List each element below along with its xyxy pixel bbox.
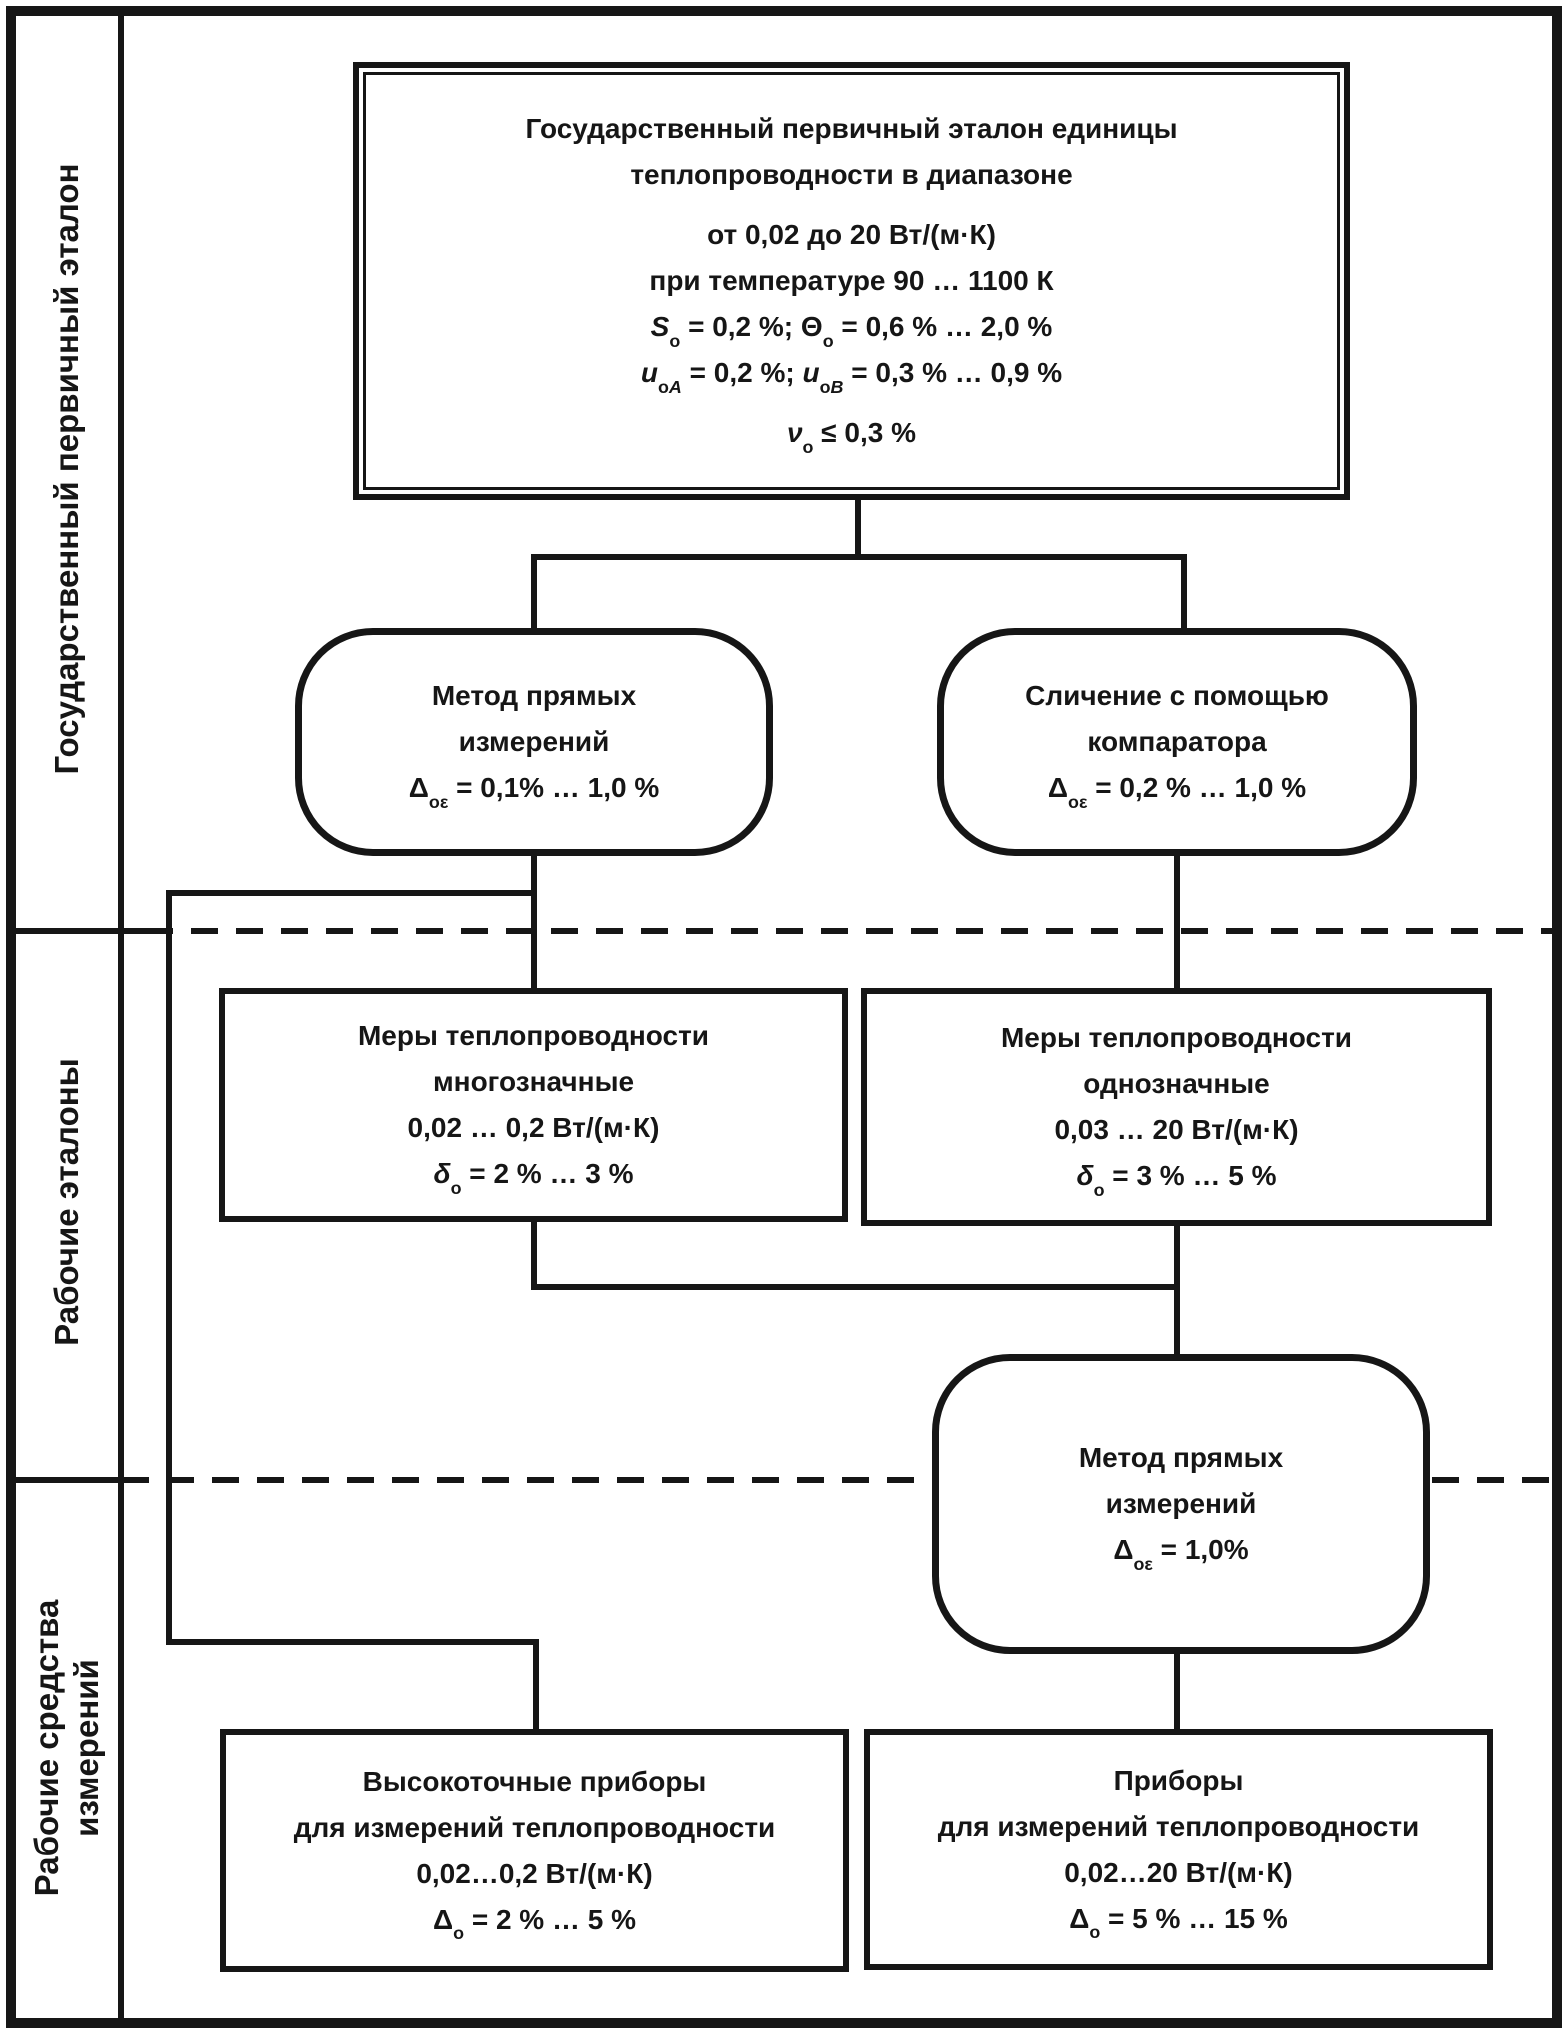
working-standard-multivalued-box — [219, 988, 848, 1222]
connector-to-direct-mid — [1174, 1218, 1180, 1358]
connector-mid-bar — [531, 1284, 1180, 1290]
connector-split-left-drop — [531, 554, 537, 628]
sidebar-label-text-line1: Рабочие средства — [28, 1599, 65, 1897]
connector-multivalued-drop — [531, 1218, 537, 1290]
connector-comparator-to-singlevalued — [1174, 850, 1180, 992]
instrument-general-formula: $\Delta_о = 5$ % … 15 % — [1069, 1902, 1288, 1943]
instrument-precision-formula: $\Delta_о = 2$ % … 5 % — [432, 1903, 637, 1944]
primary-title-line2: теплопроводности в диапазоне — [630, 159, 1073, 190]
ws-multivalued-range: 0,02 … 0,2 Вт/(м·К) — [407, 1112, 660, 1143]
method-direct-mid-box — [932, 1354, 1430, 1654]
primary-range: от 0,02 до 20 Вт/(м·К) — [707, 219, 996, 250]
sidebar-label-working-instruments — [27, 1398, 107, 2034]
connector-split-right-drop — [1181, 554, 1187, 628]
method-direct-mid-title-line2: измерений — [1105, 1488, 1257, 1519]
ws-multivalued-title-line2: многозначные — [432, 1066, 635, 1097]
primary-title-line1: Государственный первичный эталон единицы — [525, 113, 1178, 144]
primary-standard-box-inner — [363, 72, 1340, 490]
connector-bypass-top-elbow — [166, 890, 537, 896]
section-divider-2-dashed-right — [1432, 1477, 1554, 1483]
primary-standard-box — [353, 62, 1350, 500]
primary-formula-u: $u_{оA} = 0,2$ %; $u_{оB} = 0,3$ % … 0,9 % — [640, 357, 1063, 397]
method-direct-top-formula: $\Delta_{о\varepsilon} = 0,1\%$ … 1,0 % — [408, 772, 660, 812]
connector-primary-stub — [855, 498, 861, 560]
ws-singlevalued-title-line1: Меры теплопроводности — [1000, 1022, 1353, 1053]
working-standard-singlevalued-box — [861, 988, 1492, 1226]
instrument-general-box — [864, 1729, 1493, 1970]
instrument-general-range: 0,02…20 Вт/(м·К) — [1064, 1856, 1293, 1888]
instrument-precision-title-line2: для измерений теплопроводности — [293, 1811, 776, 1843]
connector-split-bar — [531, 554, 1187, 560]
method-direct-mid-title-line1: Метод прямых — [1078, 1442, 1284, 1473]
primary-formula-nu: $\nu_о \le 0,3$ % — [786, 417, 917, 457]
connector-direct-to-multivalued — [531, 850, 537, 990]
instrument-precision-title-line1: Высокоточные приборы — [362, 1765, 707, 1797]
connector-direct-mid-to-general-box — [1174, 1650, 1180, 1734]
sidebar-label-primary-standard — [47, 119, 87, 819]
sidebar-label-text: Рабочие эталоны — [48, 1058, 85, 1346]
instrument-precision-box — [220, 1729, 849, 1972]
section-divider-2-dashed-left — [122, 1477, 932, 1483]
ws-multivalued-title-line1: Меры теплопроводности — [357, 1020, 710, 1051]
primary-temperature: при температуре 90 … 1100 К — [649, 265, 1054, 296]
method-direct-top-title-line1: Метод прямых — [431, 680, 637, 711]
method-comparator-title-line1: Сличение с помощью — [1025, 680, 1329, 711]
sidebar-divider-line — [118, 8, 124, 2026]
instrument-general-title-line1: Приборы — [1113, 1764, 1244, 1796]
method-direct-top-title-line2: измерений — [458, 726, 610, 757]
instrument-precision-range: 0,02…0,2 Вт/(м·К) — [416, 1857, 653, 1889]
ws-multivalued-formula: $\delta_о = 2$ % … 3 % — [433, 1158, 634, 1198]
method-direct-top-box — [295, 628, 773, 856]
method-comparator-title-line2: компаратора — [1087, 726, 1267, 757]
method-comparator-box — [937, 628, 1417, 856]
connector-bypass-to-precision-box — [533, 1639, 539, 1733]
section-divider-1-dashed — [146, 928, 1554, 934]
ws-singlevalued-formula: $\delta_о = 3$ % … 5 % — [1076, 1160, 1277, 1200]
sidebar-label-text: Государственный первичный эталон — [48, 163, 85, 775]
method-comparator-formula: $\Delta_{о\varepsilon} = 0,2$ % … 1,0 % — [1047, 772, 1307, 812]
ws-singlevalued-range: 0,03 … 20 Вт/(м·К) — [1054, 1114, 1299, 1145]
connector-bypass-bottom-elbow — [166, 1639, 539, 1645]
ws-singlevalued-title-line2: однозначные — [1083, 1068, 1270, 1099]
sidebar-label-text-line2: измерений — [68, 1659, 105, 1837]
instrument-general-title-line2: для измерений теплопроводности — [937, 1810, 1420, 1842]
method-direct-mid-formula: $\Delta_{о\varepsilon} = 1,0\%$ — [1113, 1534, 1249, 1574]
primary-formula-s-theta: $S_о = 0,2$ %; $\Theta_о = 0,6$ % … 2,0 % — [650, 311, 1053, 351]
connector-bypass-vertical — [166, 890, 172, 1645]
